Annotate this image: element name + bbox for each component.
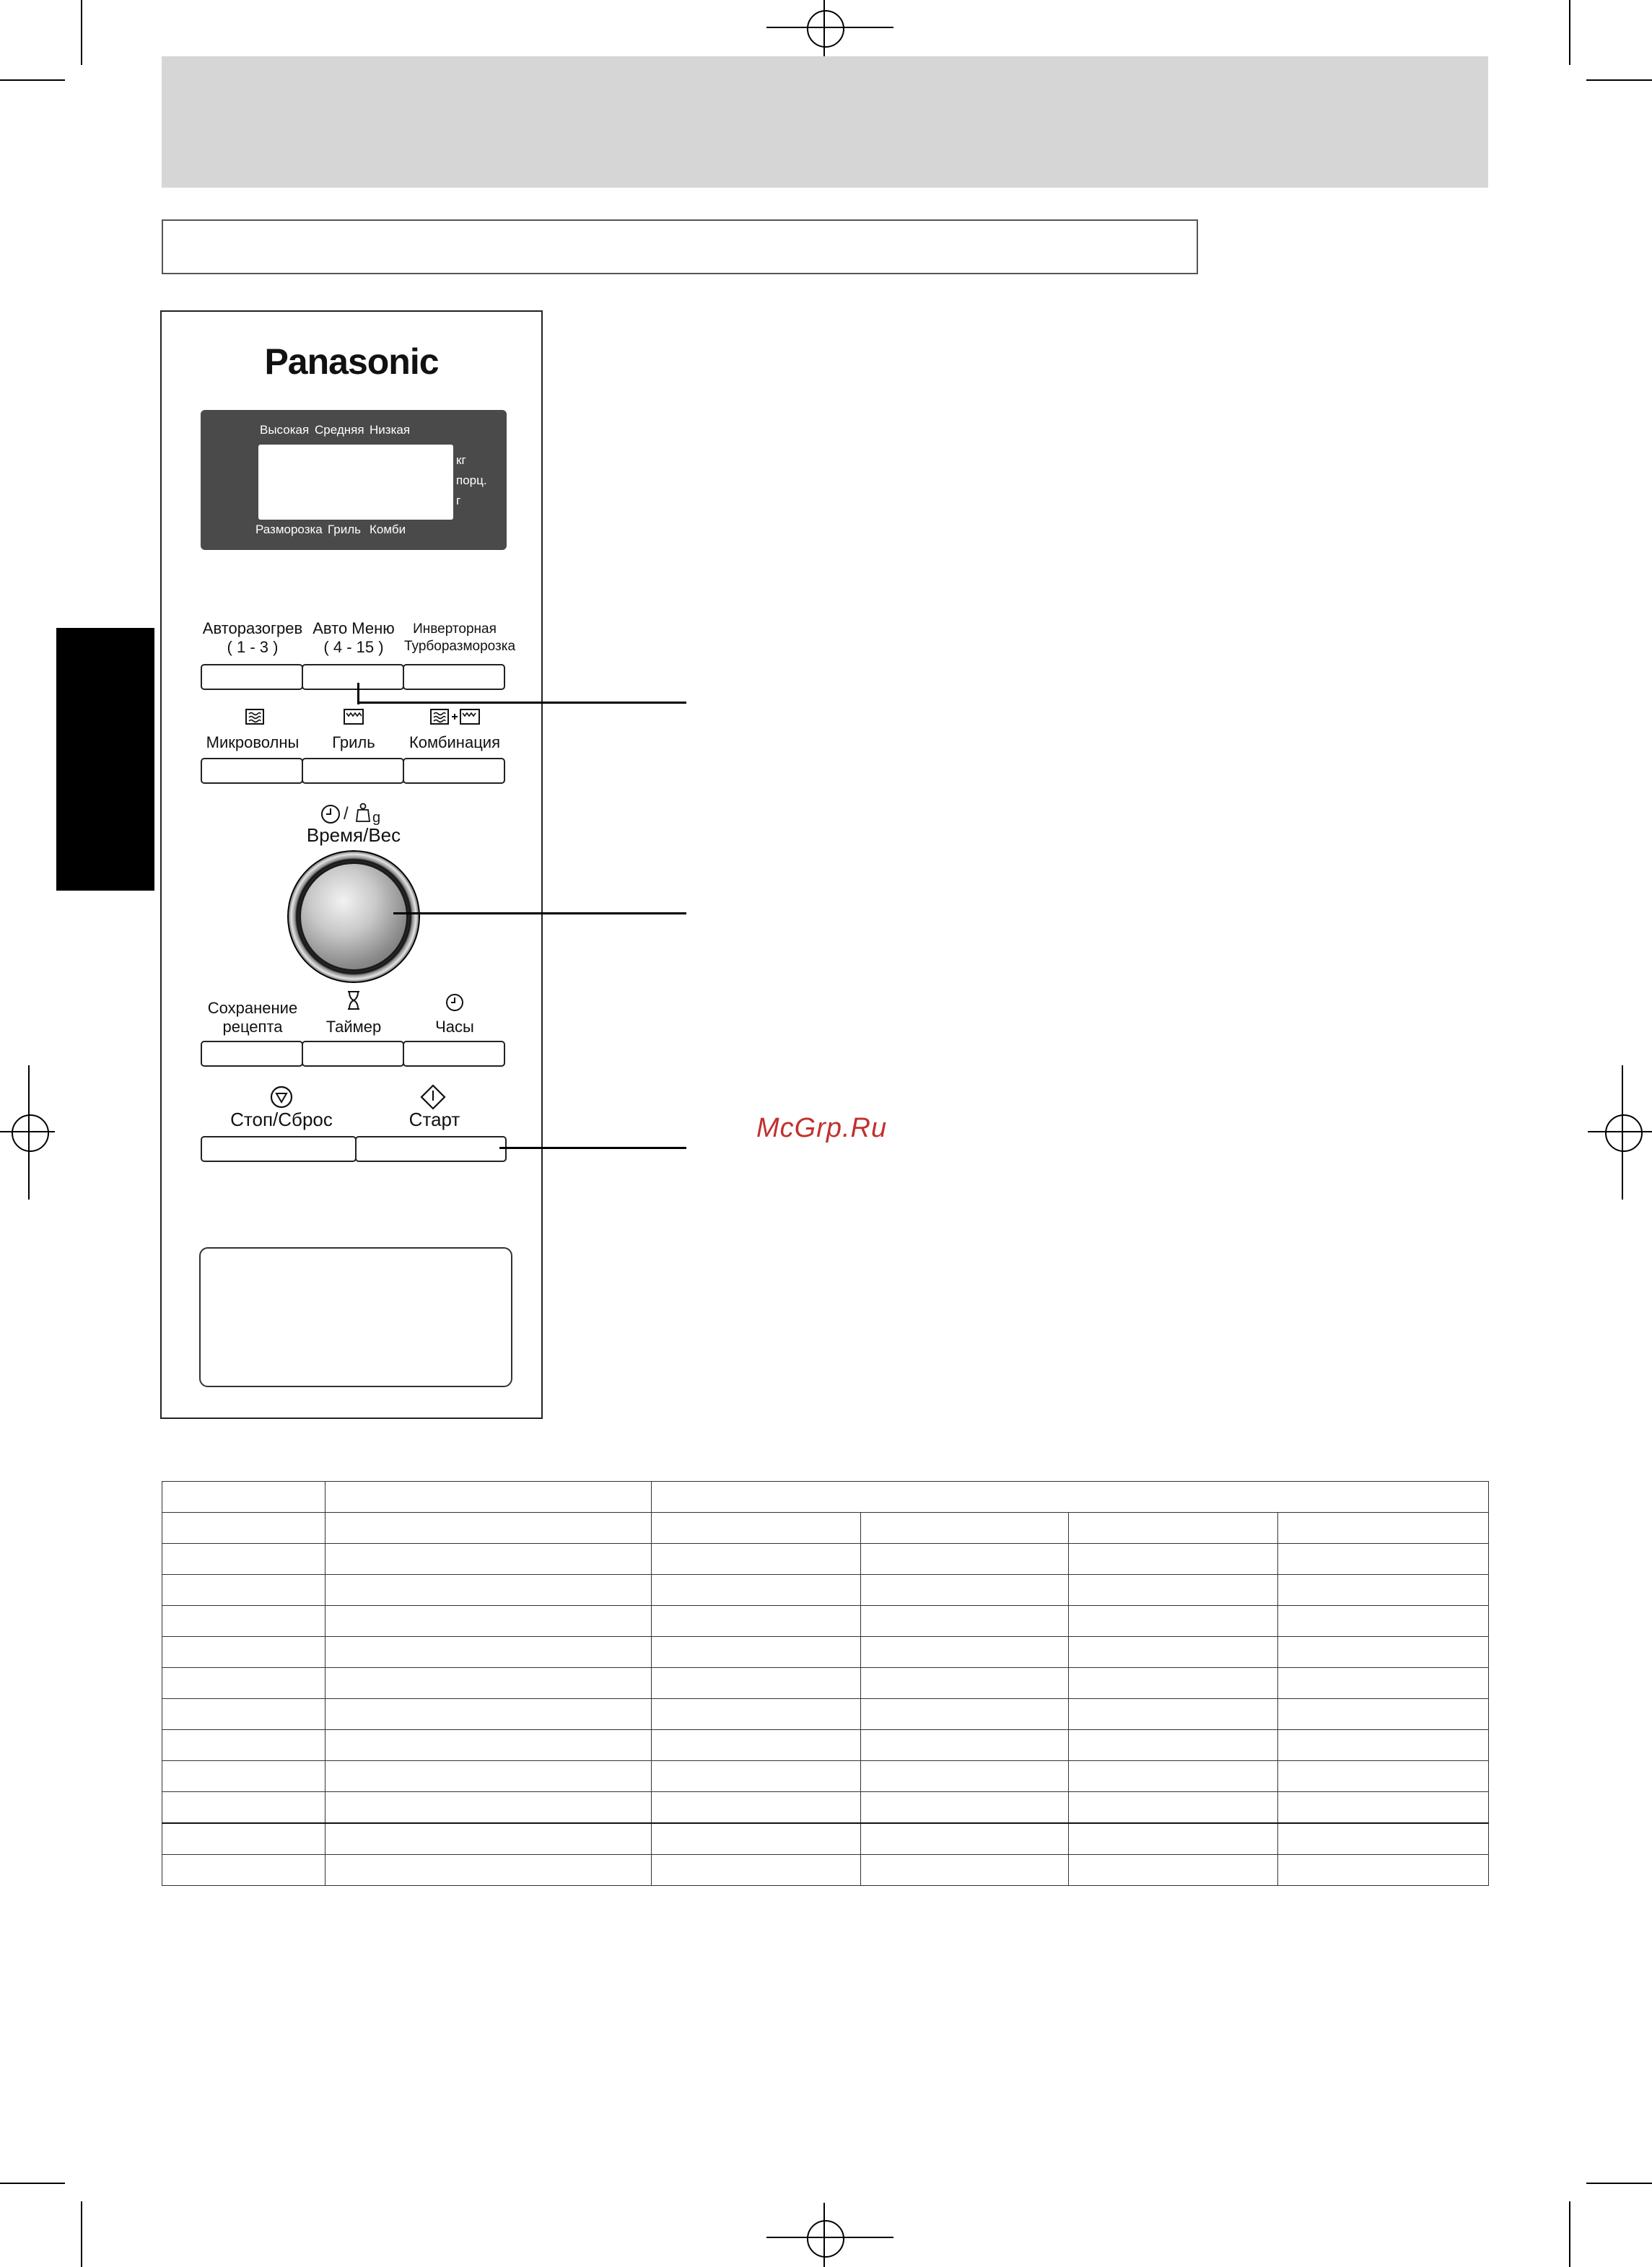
crop-mark xyxy=(1569,2201,1570,2267)
table-cell xyxy=(861,1637,1069,1668)
table-cell xyxy=(652,1575,861,1606)
table-cell xyxy=(162,1544,325,1575)
mode-combi: Комби xyxy=(370,523,406,536)
table-row xyxy=(162,1855,1489,1886)
table-cell xyxy=(1069,1637,1278,1668)
table-cell xyxy=(1278,1575,1489,1606)
time-weight-heading xyxy=(320,803,393,826)
table-cell xyxy=(162,1792,325,1824)
table-cell xyxy=(1069,1668,1278,1699)
crop-mark xyxy=(81,0,82,65)
grill-label: Гриль xyxy=(332,733,375,751)
clock-icon xyxy=(320,804,341,824)
brand-logo: Panasonic xyxy=(264,341,439,382)
table-cell xyxy=(652,1823,861,1855)
stop-reset-button[interactable] xyxy=(201,1136,357,1162)
table-cell xyxy=(162,1575,325,1606)
auto-menu-label: Авто Меню ( 4 - 15 ) xyxy=(313,619,395,656)
table-cell xyxy=(1278,1855,1489,1886)
table-cell xyxy=(1278,1513,1489,1544)
start-button[interactable] xyxy=(355,1136,507,1162)
registration-mark xyxy=(823,2203,825,2267)
display-screen xyxy=(258,445,453,520)
grill-element-icon xyxy=(344,709,364,725)
table-row xyxy=(162,1513,1489,1544)
table-cell xyxy=(162,1855,325,1886)
table-row xyxy=(162,1668,1489,1699)
hourglass-icon xyxy=(346,990,361,1010)
table-cell xyxy=(1069,1544,1278,1575)
table-cell xyxy=(1278,1761,1489,1792)
combination-label: Комбинация xyxy=(408,733,500,751)
table-cell xyxy=(652,1730,861,1761)
table-cell xyxy=(1278,1637,1489,1668)
table-cell xyxy=(861,1792,1069,1824)
table-row xyxy=(162,1761,1489,1792)
table-cell xyxy=(652,1637,861,1668)
table-cell xyxy=(861,1606,1069,1637)
table-cell xyxy=(325,1855,652,1886)
crop-mark xyxy=(1586,79,1652,81)
registration-mark xyxy=(766,2237,893,2238)
clock-label: Часы xyxy=(435,1018,474,1036)
table-cell xyxy=(325,1761,652,1792)
clock-button[interactable] xyxy=(403,1041,505,1067)
table-cell xyxy=(861,1544,1069,1575)
table-cell xyxy=(325,1792,652,1824)
weight-unit: g xyxy=(372,810,381,826)
power-level-high: Высокая xyxy=(260,423,310,437)
table-row xyxy=(162,1792,1489,1824)
save-recipe-button[interactable] xyxy=(201,1041,303,1067)
section-side-tab xyxy=(56,628,154,891)
table-cell xyxy=(162,1606,325,1637)
crop-mark xyxy=(1569,0,1570,65)
clock-icon xyxy=(445,993,464,1012)
crop-mark xyxy=(81,2201,82,2267)
display-window xyxy=(201,410,507,550)
table-row xyxy=(162,1699,1489,1730)
combination-button[interactable] xyxy=(403,758,505,784)
table-cell xyxy=(1069,1699,1278,1730)
auto-menu-button[interactable] xyxy=(302,664,404,690)
table-cell xyxy=(861,1668,1069,1699)
registration-mark xyxy=(1605,1114,1643,1152)
table-cell xyxy=(1069,1513,1278,1544)
leader-line-auto-menu xyxy=(357,702,686,704)
table-row xyxy=(162,1637,1489,1668)
table-cell xyxy=(1069,1730,1278,1761)
table-cell xyxy=(652,1482,1489,1513)
table-row xyxy=(162,1482,1489,1513)
table-cell xyxy=(652,1606,861,1637)
table-cell xyxy=(861,1513,1069,1544)
table-cell xyxy=(1278,1606,1489,1637)
table-cell xyxy=(325,1606,652,1637)
table-cell xyxy=(325,1544,652,1575)
stop-icon xyxy=(270,1086,293,1109)
start-label: Старт xyxy=(408,1109,460,1130)
unit-kg: кг xyxy=(456,453,466,467)
microwave-plus-grill-icon xyxy=(430,709,481,725)
table-cell xyxy=(162,1513,325,1544)
table-cell xyxy=(162,1823,325,1855)
timer-label: Таймер xyxy=(325,1018,382,1036)
table-cell xyxy=(652,1792,861,1824)
table-cell xyxy=(162,1761,325,1792)
table-cell xyxy=(1278,1823,1489,1855)
unit-g: г xyxy=(456,494,461,507)
table-cell xyxy=(861,1699,1069,1730)
table-cell xyxy=(652,1761,861,1792)
table-cell xyxy=(1069,1792,1278,1824)
table-cell xyxy=(1278,1544,1489,1575)
specs-table-body xyxy=(162,1482,1489,1886)
info-label-area xyxy=(199,1247,512,1387)
table-cell xyxy=(652,1513,861,1544)
registration-mark xyxy=(12,1114,49,1152)
turbo-defrost-button[interactable] xyxy=(403,664,505,690)
table-cell xyxy=(162,1730,325,1761)
table-cell xyxy=(325,1637,652,1668)
table-cell xyxy=(861,1575,1069,1606)
crop-mark xyxy=(0,79,65,81)
save-recipe-label: Сохранение рецепта xyxy=(207,999,298,1036)
table-cell xyxy=(325,1482,652,1513)
table-cell xyxy=(861,1761,1069,1792)
table-cell xyxy=(1069,1575,1278,1606)
table-cell xyxy=(1069,1761,1278,1792)
table-cell xyxy=(861,1823,1069,1855)
control-panel xyxy=(160,310,543,1419)
registration-mark xyxy=(28,1065,30,1200)
table-cell xyxy=(325,1823,652,1855)
dial-face xyxy=(299,862,408,971)
start-icon xyxy=(420,1084,446,1110)
power-level-low: Низкая xyxy=(370,423,411,437)
subheading-box xyxy=(162,219,1198,274)
table-row xyxy=(162,1606,1489,1637)
registration-mark xyxy=(823,0,825,64)
table-cell xyxy=(652,1544,861,1575)
table-cell xyxy=(861,1855,1069,1886)
weight-icon xyxy=(355,803,371,823)
table-cell xyxy=(1069,1855,1278,1886)
grill-button[interactable] xyxy=(302,758,404,784)
leader-line-start xyxy=(499,1147,686,1149)
registration-mark xyxy=(766,27,893,28)
power-level-medium: Средняя xyxy=(315,423,364,437)
table-cell xyxy=(325,1575,652,1606)
time-weight-dial[interactable] xyxy=(289,852,419,982)
mode-defrost: Разморозка xyxy=(255,523,323,536)
table-cell xyxy=(1278,1730,1489,1761)
microwave-label: Микроволны xyxy=(206,733,300,751)
registration-mark xyxy=(1622,1065,1623,1200)
watermark: McGrp.Ru xyxy=(756,1113,888,1143)
table-cell xyxy=(162,1699,325,1730)
header-band xyxy=(162,56,1488,188)
table-cell xyxy=(1069,1823,1278,1855)
table-row xyxy=(162,1730,1489,1761)
crop-mark xyxy=(1586,2183,1652,2184)
registration-mark xyxy=(807,2220,844,2258)
auto-reheat-button[interactable] xyxy=(201,664,303,690)
table-cell xyxy=(325,1513,652,1544)
stop-reset-label: Стоп/Сброс xyxy=(230,1109,333,1130)
table-cell xyxy=(162,1637,325,1668)
table-cell xyxy=(162,1482,325,1513)
mode-grill: Гриль xyxy=(328,523,361,536)
table-cell xyxy=(1278,1792,1489,1824)
leader-line-dial xyxy=(393,912,686,914)
time-weight-separator: / xyxy=(344,804,349,824)
table-cell xyxy=(325,1730,652,1761)
specs-table xyxy=(162,1481,1489,1886)
table-cell xyxy=(652,1699,861,1730)
registration-mark xyxy=(807,10,844,48)
crop-mark xyxy=(0,2183,65,2184)
auto-reheat-label: Авторазогрев ( 1 - 3 ) xyxy=(202,619,303,656)
unit-portions: порц. xyxy=(456,473,487,487)
table-row xyxy=(162,1544,1489,1575)
table-cell xyxy=(861,1730,1069,1761)
table-cell xyxy=(1278,1668,1489,1699)
registration-mark xyxy=(1588,1131,1652,1132)
table-row xyxy=(162,1823,1489,1855)
table-cell xyxy=(652,1668,861,1699)
microwave-button[interactable] xyxy=(201,758,303,784)
table-cell xyxy=(1278,1699,1489,1730)
table-row xyxy=(162,1575,1489,1606)
table-cell xyxy=(1069,1606,1278,1637)
table-cell xyxy=(652,1855,861,1886)
registration-mark xyxy=(0,1131,55,1132)
microwave-waves-icon xyxy=(245,709,264,725)
table-cell xyxy=(325,1668,652,1699)
table-cell xyxy=(325,1699,652,1730)
turbo-defrost-label: Инверторная Турборазморозка xyxy=(404,621,516,654)
time-weight-label: Время/Вес xyxy=(306,824,401,846)
table-cell xyxy=(162,1668,325,1699)
timer-button[interactable] xyxy=(302,1041,404,1067)
